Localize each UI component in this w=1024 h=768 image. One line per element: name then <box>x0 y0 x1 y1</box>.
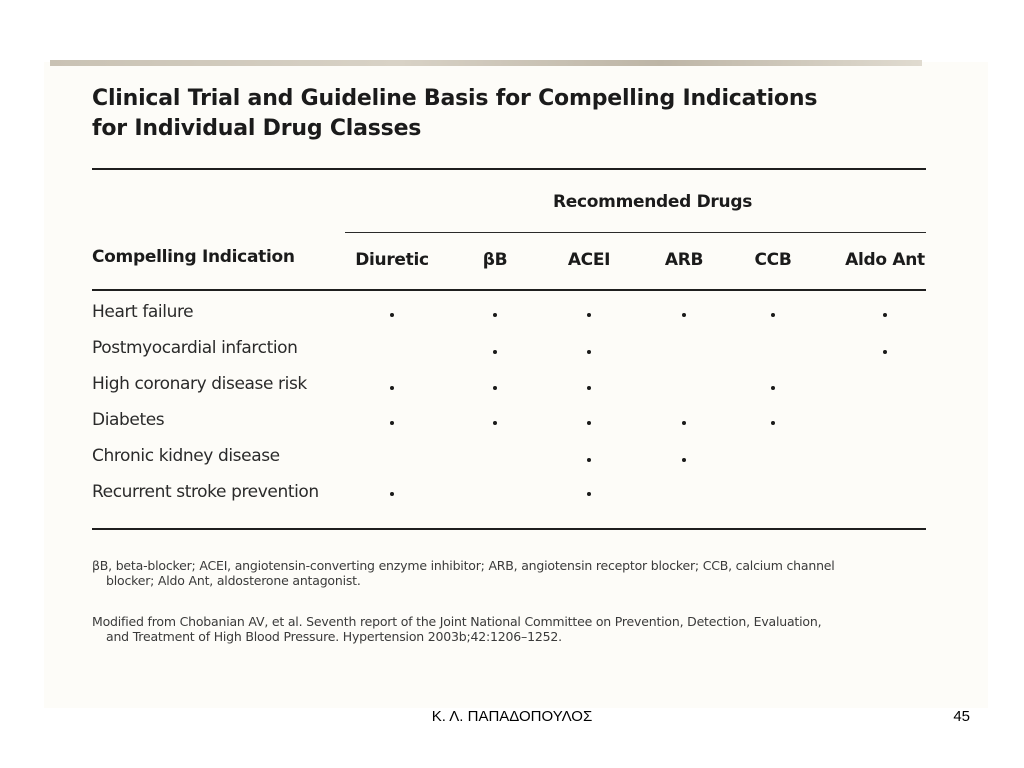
recommendation-dot <box>493 386 497 390</box>
footnote-source <box>92 614 821 644</box>
recommendation-dot <box>390 492 394 496</box>
footnote-abbrev-line-1: βB, beta-blocker; ACEI, angiotensin-converting enzyme inhibitor; ARB, angiotensin receptor blocker; CCB, calcium channel <box>92 558 835 573</box>
bottom-rule <box>92 528 926 530</box>
recommendation-dot <box>587 313 591 317</box>
group-rule <box>345 232 926 233</box>
footnote-abbreviations <box>92 558 835 588</box>
row-label: Recurrent stroke prevention <box>92 482 319 502</box>
scan-edge <box>50 60 922 66</box>
title-line-1: Clinical Trial and Guideline Basis for Compelling Indications <box>92 86 818 111</box>
row-label: Heart failure <box>92 302 194 322</box>
slide-page-number: 45 <box>953 708 970 725</box>
recommendation-dot <box>587 458 591 462</box>
recommendation-dot <box>493 313 497 317</box>
recommendation-dot <box>493 350 497 354</box>
column-header-2: ACEI <box>567 250 611 270</box>
column-header-0: Diuretic <box>355 250 429 270</box>
column-header-5: Aldo Ant <box>845 250 925 270</box>
recommendation-dot <box>390 421 394 425</box>
header-rule <box>92 289 926 291</box>
recommendation-dot <box>390 313 394 317</box>
top-rule <box>92 168 926 170</box>
group-header: Recommended Drugs <box>553 192 753 212</box>
column-header-1: βB <box>482 250 508 270</box>
recommendation-dot <box>682 458 686 462</box>
recommendation-dot <box>771 421 775 425</box>
column-header-4: CCB <box>754 250 792 270</box>
title-line-2: for Individual Drug Classes <box>92 116 422 141</box>
row-label: Diabetes <box>92 410 165 430</box>
column-header-3: ARB <box>664 250 704 270</box>
recommendation-dot <box>682 421 686 425</box>
recommendation-dot <box>587 386 591 390</box>
recommendation-dot <box>682 313 686 317</box>
recommendation-dot <box>771 386 775 390</box>
footnote-source-line-2: and Treatment of High Blood Pressure. Hypertension 2003b;42:1206–1252. <box>106 629 562 644</box>
row-label: Postmyocardial infarction <box>92 338 298 358</box>
recommendation-dot <box>587 492 591 496</box>
row-header: Compelling Indication <box>92 247 295 267</box>
recommendation-dot <box>587 421 591 425</box>
footnote-source-line-1: Modified from Chobanian AV, et al. Seventh report of the Joint National Committee on Prevention, Detection, Evaluation, <box>92 614 822 629</box>
footnote-abbrev-line-2: blocker; Aldo Ant, aldosterone antagonist. <box>106 573 361 588</box>
slide-footer-author: Κ. Λ. ΠΑΠΑΔΟΠΟΥΛΟΣ <box>431 708 593 725</box>
row-label: Chronic kidney disease <box>92 446 280 466</box>
table-title <box>92 84 817 144</box>
recommendation-dot <box>493 421 497 425</box>
recommendation-dot <box>883 350 887 354</box>
recommendation-dot <box>390 386 394 390</box>
row-label: High coronary disease risk <box>92 374 307 394</box>
recommendation-dot <box>883 313 887 317</box>
recommendation-dot <box>771 313 775 317</box>
recommendation-dot <box>587 350 591 354</box>
